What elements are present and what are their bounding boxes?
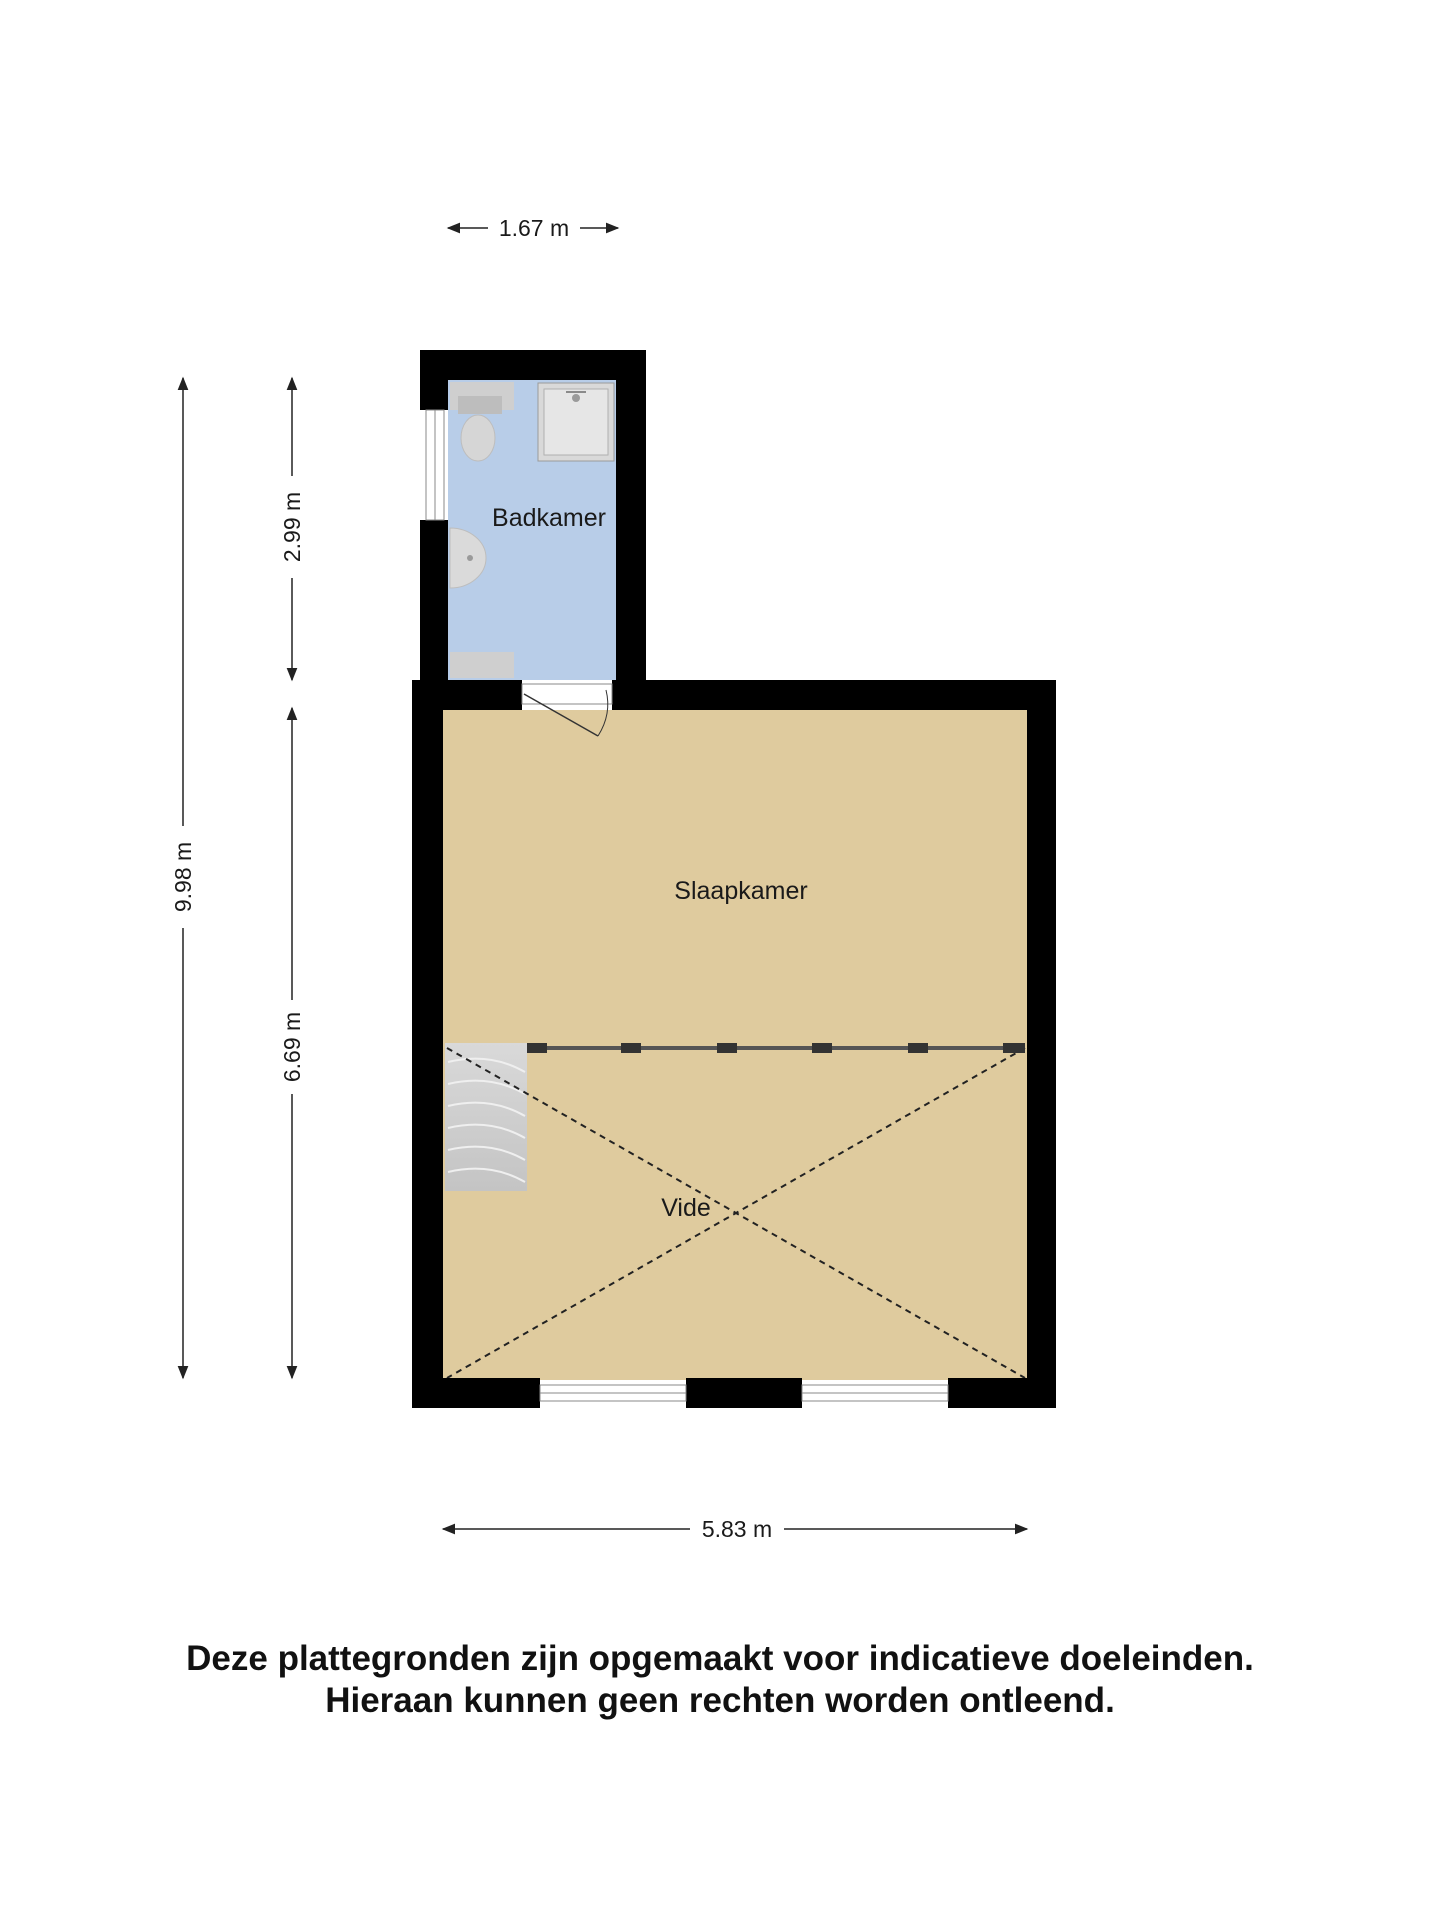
dimension-label: 2.99 m [279, 491, 305, 563]
dimension-label: 1.67 m [498, 215, 570, 241]
dimension-top-width [448, 215, 618, 241]
disclaimer [0, 1638, 1440, 1722]
dimension-label: 9.98 m [170, 841, 196, 913]
shower-icon [538, 383, 614, 461]
window [540, 1385, 686, 1401]
dimension-bedroom-height [279, 708, 305, 1378]
disclaimer-line-2: Hieraan kunnen geen rechten worden ontleend. [325, 1681, 1115, 1720]
staircase [445, 1043, 527, 1191]
room-label-bathroom: Badkamer [492, 504, 606, 532]
disclaimer-line-1: Deze plattegronden zijn opgemaakt voor indicatieve doeleinden. [186, 1639, 1254, 1678]
dimension-bathroom-height [279, 378, 305, 680]
dimension-label: 6.69 m [279, 1011, 305, 1083]
room-label-bedroom: Slaapkamer [674, 877, 808, 905]
bathroom-window [426, 410, 444, 520]
dimension-label: 5.83 m [701, 1516, 773, 1542]
dimension-total-height [170, 378, 196, 1378]
room-label-void: Vide [661, 1194, 711, 1222]
dimension-bottom-width [443, 1516, 1027, 1542]
bath-cabinet [450, 652, 514, 678]
window [802, 1385, 948, 1401]
